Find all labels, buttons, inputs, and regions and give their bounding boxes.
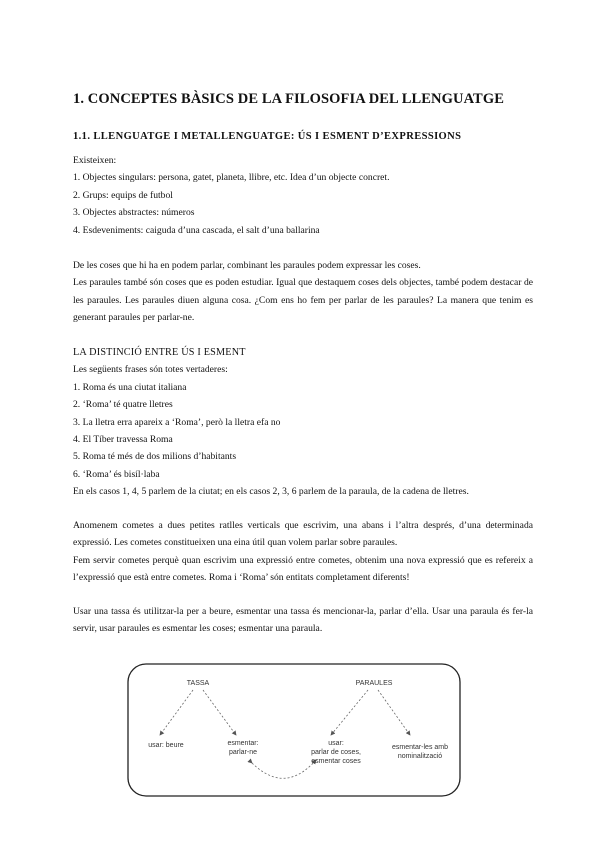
arrow-tassa-parlar xyxy=(203,690,236,735)
diagram-frame xyxy=(128,664,460,796)
diagram-label-esmentar-coses: esmentar coses xyxy=(311,758,361,765)
diagram-label-esmentar: esmentar: xyxy=(227,740,259,747)
list-intro: Existeixen: xyxy=(73,155,117,166)
paragraph-text: Usar una tassa és utilitzar-la per a beure, esmentar una tassa és mencionar-la, parlar d’ella. Usar una paraula és fer-la servir, usar paraules es esmentar les coses; esmentar una paraula. xyxy=(73,606,533,635)
list-item: 3. Objectes abstractes: números xyxy=(73,207,195,219)
diagram-label-paraules: PARAULES xyxy=(355,680,393,687)
list-item: 5. Roma té més de dos milions d’habitants xyxy=(73,451,237,463)
arrow-tassa-beure xyxy=(160,690,193,735)
diagram-label-parlar-ne: parlar-ne xyxy=(228,749,258,756)
list-item: 2. ‘Roma’ té quatre lletres xyxy=(73,399,173,411)
list-intro: Les següents frases són totes vertaderes: xyxy=(73,364,228,376)
list-item: 1. Roma és una ciutat italiana xyxy=(73,381,187,393)
diagram-label-esmentar-les: esmentar-les amb xyxy=(391,744,449,751)
section-subtitle: 1.1. LLENGUATGE I METALLENGUATGE: ÚS I ESMENT D’EXPRESSIONS xyxy=(73,131,462,142)
diagram-label-usar-beure: usar: beure xyxy=(148,742,184,749)
paragraph-text: Fem servir cometes perquè quan escrivim una expressió entre cometes, obtenim una nova expressió que es refereix a l’expressió que està entre cometes. Roma i ‘Roma’ són entitats completament diferents! xyxy=(73,554,533,584)
diagram-label-nominalitzacio: nominalització xyxy=(397,753,443,760)
paragraph-text: Anomenem cometes a dues petites ratlles verticals que escrivim, una abans i l’altra després, d’una determinada expressió. Les cometes constitueixen una eina útil quan volem parlar sobre paraules. xyxy=(73,520,533,549)
conclusion-line: En els casos 1, 4, 5 parlem de la ciutat; en els casos 2, 3, 6 parlem de la paraula, de la cadena de lletres. xyxy=(73,486,469,498)
section-heading: LA DISTINCIÓ ENTRE ÚS I ESMENT xyxy=(73,347,246,358)
page-title: 1. CONCEPTES BÀSICS DE LA FILOSOFIA DEL LLENGUATGE xyxy=(73,91,504,107)
arrow-paraules-esmentar xyxy=(378,690,410,735)
list-item: 2. Grups: equips de futbol xyxy=(73,189,173,201)
diagram-label-parlar-coses: parlar de coses, xyxy=(311,749,361,756)
diagram-label-tassa: TASSA xyxy=(186,680,210,687)
diagram-label-usar: usar: xyxy=(328,740,344,747)
arrow-curve-link xyxy=(252,760,316,778)
list-item: 4. Esdeveniments: caiguda d’una cascada, el salt d’una ballarina xyxy=(73,224,320,236)
list-item: 4. El Tíber travessa Roma xyxy=(73,434,173,446)
list-item: 6. ‘Roma’ és bisíl·laba xyxy=(73,468,160,480)
arrow-paraules-usar xyxy=(331,690,368,735)
paragraph-text: Les paraules també són coses que es poden estudiar. Igual que destaquem coses dels objectes, també podem destacar de les paraules. Les paraules diuen alguna cosa. ¿Com ens ho fem per parlar de les paraules? La manera que tenim es generant paraules per parlar-ne. xyxy=(73,277,533,324)
paragraph-line: De les coses que hi ha en podem parlar, combinant les paraules podem expressar les coses. xyxy=(73,260,421,271)
list-item: 3. La lletra erra apareix a ‘Roma’, però la lletra efa no xyxy=(73,416,281,428)
list-item: 1. Objectes singulars: persona, gatet, planeta, llibre, etc. Idea d’un objecte concret. xyxy=(73,172,390,184)
